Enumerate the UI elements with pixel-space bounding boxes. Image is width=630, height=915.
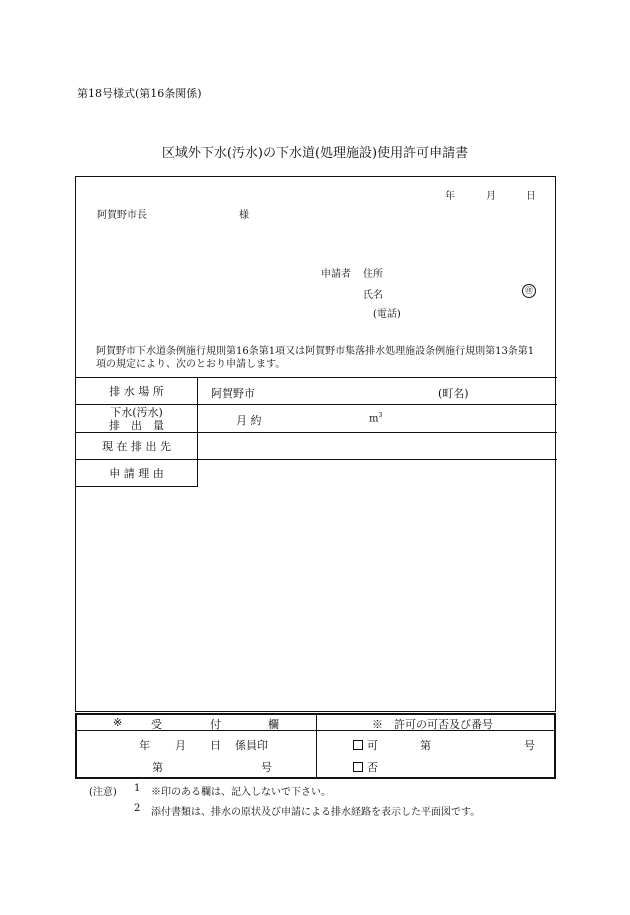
date-month: 月 bbox=[486, 191, 496, 202]
permit-deny-option[interactable]: 否 bbox=[353, 759, 378, 775]
date-day: 日 bbox=[526, 191, 536, 202]
reception-day: 日 bbox=[210, 739, 221, 752]
reception-permit-table bbox=[75, 713, 556, 779]
applicant-phone-label: (電話) bbox=[373, 309, 401, 320]
discharge-volume-label: 下水(汚水) 排 出 量 bbox=[109, 405, 164, 432]
applicant-address-label: 住所 bbox=[363, 269, 383, 280]
reception-header-1: 受 bbox=[151, 718, 162, 731]
discharge-unit: $m^3$ bbox=[369, 412, 383, 425]
page-title: 区域外下水(汚水)の下水道(処理施設)使用許可申請書 bbox=[161, 146, 469, 161]
reception-header-2: 付 bbox=[210, 718, 221, 731]
addressee-honorific: 様 bbox=[239, 210, 249, 221]
discharge-monthly: 月 約 bbox=[236, 414, 262, 427]
permit-number-prefix: 第 bbox=[420, 739, 431, 752]
addressee-name: 阿賀野市長 bbox=[97, 210, 147, 221]
application-statement: 阿賀野市下水道条例施行規則第16条第1項又は阿賀野市集落排水処理施設条例施行規則第13条第1項の規定により、次のとおり申請します。 bbox=[96, 346, 535, 370]
permit-header: ※ 許可の可否及び番号 bbox=[372, 718, 493, 731]
clerk-seal-label: 係員印 bbox=[235, 739, 268, 752]
note-1-number: 1 bbox=[134, 783, 141, 794]
applicant-label: 申請者 bbox=[321, 269, 351, 280]
application-frame bbox=[75, 176, 556, 712]
form-number: 第18号様式(第16条関係) bbox=[77, 87, 202, 100]
permit-approve-option[interactable]: 可 bbox=[353, 737, 378, 753]
reception-mark: ※ bbox=[113, 716, 123, 729]
approve-checkbox[interactable] bbox=[353, 740, 363, 750]
permit-number-suffix: 号 bbox=[524, 739, 535, 752]
deny-checkbox[interactable] bbox=[353, 762, 363, 772]
date-year: 年 bbox=[445, 191, 455, 202]
note-2-text: 添付書類は、排水の原状及び申請による排水経路を表示した平面図です。 bbox=[151, 807, 481, 818]
drainage-city: 阿賀野市 bbox=[211, 387, 255, 400]
reception-year: 年 bbox=[139, 739, 150, 752]
application-reason-label: 申 請 理 由 bbox=[109, 466, 164, 480]
reception-number-suffix: 号 bbox=[261, 761, 272, 774]
drainage-town: (町名) bbox=[438, 387, 469, 400]
reception-number-prefix: 第 bbox=[152, 761, 163, 774]
notes-label: (注意) bbox=[89, 787, 117, 798]
note-2-number: 2 bbox=[134, 803, 141, 814]
reception-header-3: 欄 bbox=[268, 718, 279, 731]
note-1-text: ※印のある欄は、記入しないで下さい。 bbox=[151, 787, 331, 798]
current-destination-label: 現 在 排 出 先 bbox=[102, 439, 171, 453]
drainage-location-label: 排 水 場 所 bbox=[109, 384, 164, 398]
reception-month: 月 bbox=[175, 739, 186, 752]
seal-icon: ㊞ bbox=[522, 284, 536, 298]
applicant-name-label: 氏名 bbox=[363, 290, 383, 301]
